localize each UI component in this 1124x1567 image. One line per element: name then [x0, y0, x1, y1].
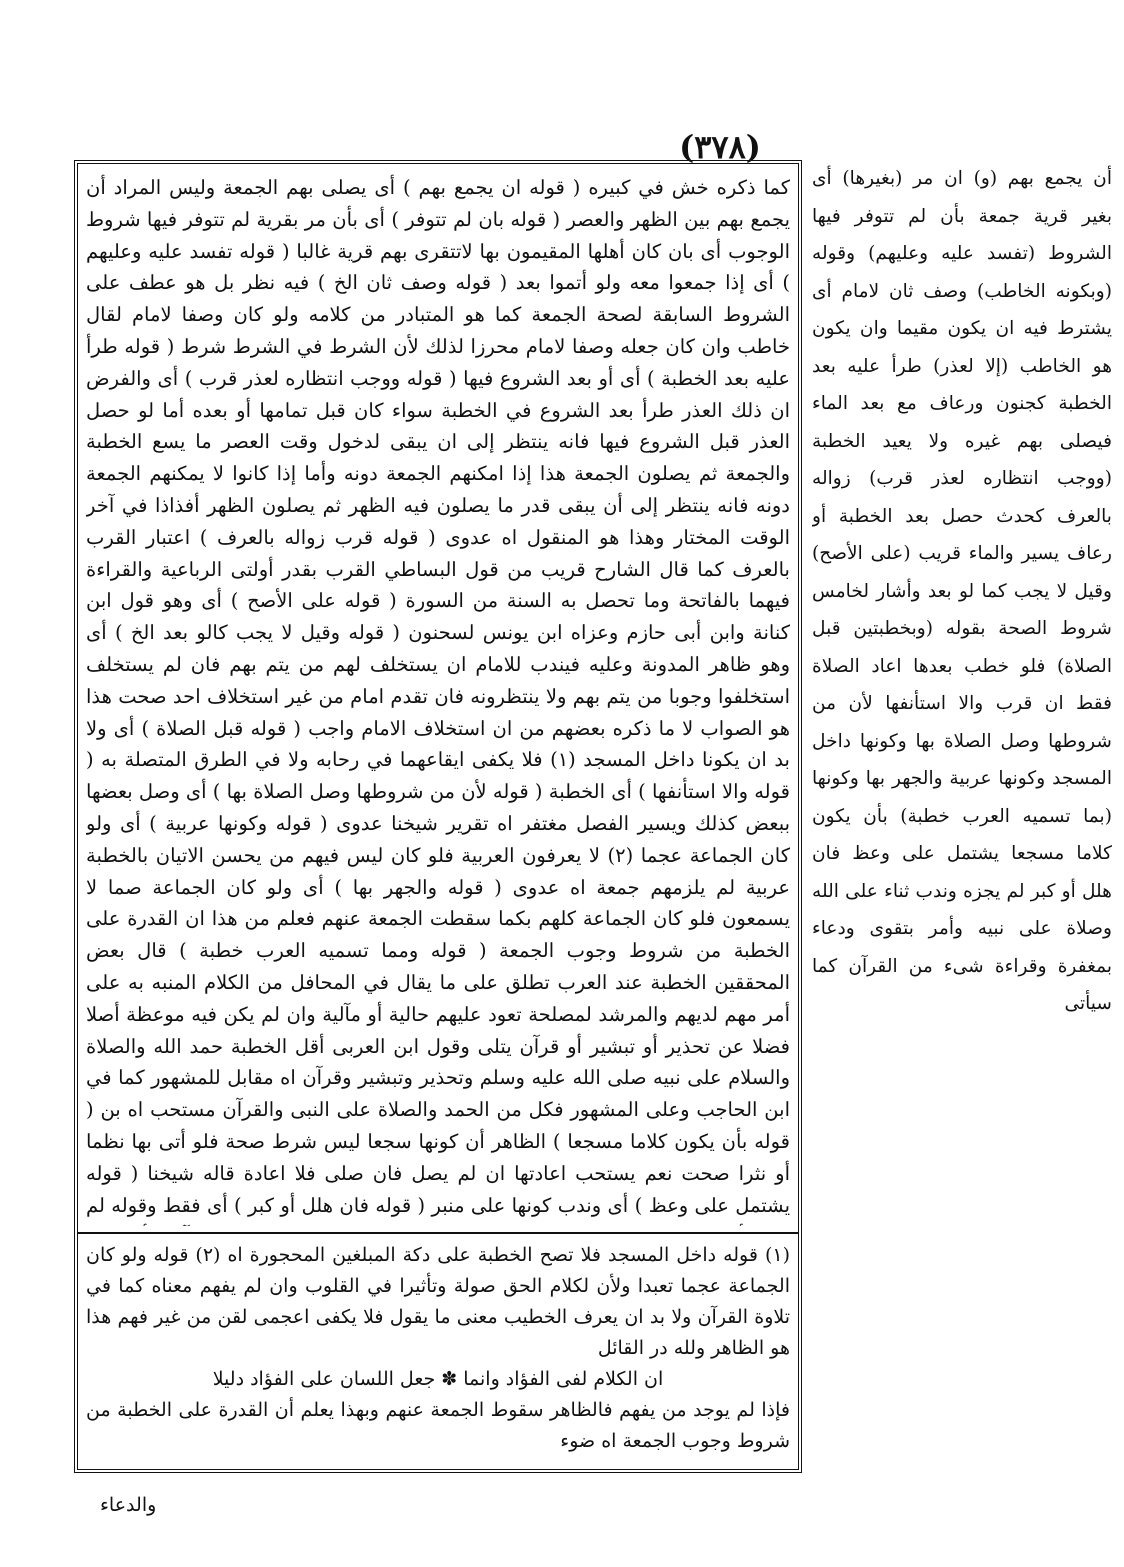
page-number: (٣٧٨): [679, 128, 761, 166]
footnotes: [86, 1240, 790, 1460]
margin-main-text: [812, 160, 1112, 1490]
footnote-paragraph: فإذا لم يوجد من يفهم فالظاهر سقوط الجمعة عنهم وبهذا يعلم أن القدرة على الخطبة من شروط وجوب الجمعة اه ضوء: [86, 1399, 790, 1452]
commentary-text: [86, 172, 790, 1226]
footnote-separator: [78, 1232, 798, 1234]
footnote-paragraph: (١) قوله داخل المسجد فلا تصح الخطبة على دكة المبلغين المحجورة اه (٢) قوله ولو كان الجماعة عجما تعبدا ولأن لكلام الحق صولة وتأثيرا في القلوب وان لم يفهم معناه كما في تلاوة القرآن ولا بد ان يعرف الخطيب معنى ما يقول فلا يكفى اعجمى لقن من غير فهم هذا هو الظاهر ولله در القائل: [86, 1244, 790, 1359]
commentary-frame: [74, 160, 802, 1473]
footnote-verse: ان الكلام لفى الفؤاد وانما ✽ جعل اللسان على الفؤاد دليلا: [212, 1368, 664, 1390]
catchword: والدعاء: [100, 1494, 157, 1516]
margin-paragraph: أن يجمع بهم (و) ان مر (بغيرها) أى بغير قرية جمعة بأن لم تتوفر فيها الشروط (تفسد عليه وعليهم) وقوله (وبكونه الخاطب) وصف ثان لامام أى يشترط فيه ان يكون مقيما وان يكون هو الخاطب (إلا لعذر) طرأ عليه بعد الخطبة كجنون ورعاف مع بعد الماء فيصلى بهم غيره ولا يعيد الخطبة (ووجب انتظاره لعذر قرب) زواله بالعرف كحدث حصل بعد الخطبة أو رعاف يسير والماء قريب (على الأصح) وقيل لا يجب كما لو بعد وأشار لخامس شروط الصحة بقوله (وبخطبتين قبل الصلاة) فلو خطب بعدها اعاد الصلاة فقط ان قرب والا استأنفها لأن من شروطها وصل الصلاة بها وكونها داخل المسجد وكونها عربية والجهر بها وكونها (بما تسميه العرب خطبة) بأن يكون كلاما مسجعا يشتمل على وعظ فان هلل أو كبر لم يجزه وندب ثناء على الله وصلاة على نبيه وأمر بتقوى ودعاء بمغفرة وقراءة شىء من القرآن كما سيأتى: [812, 168, 1112, 1014]
commentary-paragraph: كما ذكره خش في كبيره ( قوله ان يجمع بهم ) أى يصلى بهم الجمعة وليس المراد أن يجمع بهم بين الظهر والعصر ( قوله بان لم تتوفر ) أى بأن مر بقرية لم تتوفر فيها شروط الوجوب أى بان كان أهلها المقيمون بها لاتتقرى بهم قرية غالبا ( قوله تفسد عليه وعليهم ) أى إذا جمعوا معه ولو أتموا بعد ( قوله وصف ثان الخ ) فيه نظر بل هو عطف على الشروط السابقة لصحة الجمعة كما هو المتبادر من كلامه ولو كان وصفا لامام لقال خاطب وان كان جعله وصفا لامام محرزا لذلك لأن الشرط في الشرط شرط ( قوله طرأ عليه بعد الخطبة ) أى أو بعد الشروع فيها ( قوله ووجب انتظاره لعذر قرب ) أى والفرض ان ذلك العذر طرأ بعد الشروع في الخطبة سواء كان قبل تمامها أو بعده أما لو حصل العذر قبل الشروع فيها فانه ينتظر إلى ان يبقى لدخول وقت العصر ما يسع الخطبة والجمعة ثم يصلون الجمعة هذا إذا امكنهم الجمعة دونه وأما إذا كانوا لا يمكنهم الجمعة دونه فانه ينتظر إلى أن يبقى قدر ما يصلون فيه الظهر ثم يصلون الظهر أفذاذا في آخر الوقت المختار وهذا هو المنقول اه عدوى ( قوله قرب زواله بالعرف ) اعتبار القرب بالعرف كما قال الشارح قريب من قول البساطي القرب بقدر أولتى الرباعية والقراءة فيهما بالفاتحة وما تحصل به السنة من السورة ( قوله على الأصح ) أى وهو قول ابن كنانة وابن أبى حازم وعزاه ابن يونس لسحنون ( قوله وقيل لا يجب كالو بعد الخ ) أى وهو ظاهر المدونة وعليه فيندب للامام ان يستخلف لهم من يتم بهم فان لم يستخلف استخلفوا وجوبا من يتم بهم ولا ينتظرونه فان تقدم امام من غير استخلاف احد صحت هذا هو الصواب لا ما ذكره بعضهم من ان استخلاف الامام واجب ( قوله قبل الصلاة ) أى ولا بد ان يكونا داخل المسجد (١) فلا يكفى ايقاعهما في رحابه ولا في الطرق المتصلة به ( قوله والا استأنفها ) أى الخطبة ( قوله لأن من شروطها وصل الصلاة بها ) أى وصل بعضها ببعض كذلك ويسير الفصل مغتفر اه تقرير شيخنا عدوى ( قوله وكونها عربية ) أى ولو كان الجماعة عجما (٢) لا يعرفون العربية فلو كان ليس فيهم من يحسن الاتيان بالخطبة عربية لم يلزمهم جمعة اه عدوى ( قوله والجهر بها ) أى ولو كان الجماعة صما لا يسمعون فلو كان الجماعة كلهم بكما سقطت الجمعة عنهم فعلم من هذا ان القدرة على الخطبة من شروط وجوب الجمعة ( قوله ومما تسميه العرب خطبة ) قال بعض المحققين الخطبة عند العرب تطلق على ما يقال في المحافل من الكلام المنبه به على أمر مهم لديهم والمرشد لمصلحة تعود عليهم حالية أو مآلية وان لم يكن فيه موعظة أصلا فضلا عن تحذير أو تبشير أو قرآن يتلى وقول ابن العربى أقل الخطبة حمد الله والصلاة والسلام على نبيه صلى الله عليه وسلم وتحذير وتبشير وقرآن اه مقابل للمشهور كما في ابن الحاجب وعلى المشهور فكل من الحمد والصلاة على النبى والقرآن مستحب اه بن ( قوله بأن يكون كلاما مسجعا ) الظاهر أن كونها سجعا ليس شرط صحة فلو أتى بها نظما أو نثرا صحت نعم يستحب اعادتها ان لم يصل فان صلى فلا اعادة قاله شيخنا ( قوله يشتمل على وعظ ) أى وندب كونها على منبر ( قوله فان هلل أو كبر ) أى فقط وقوله لم: [86, 176, 790, 1217]
